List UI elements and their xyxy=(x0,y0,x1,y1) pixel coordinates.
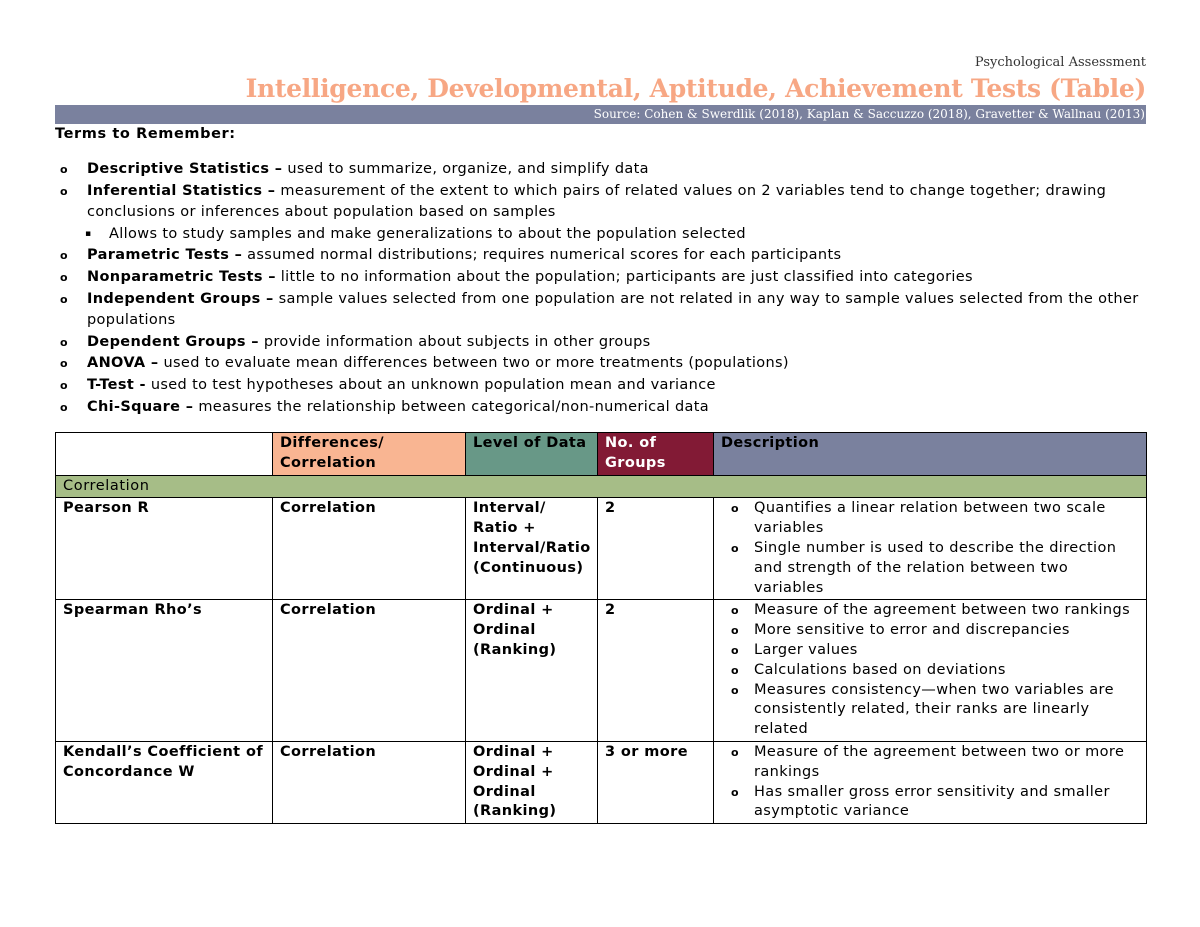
term-name: Parametric Tests – xyxy=(87,247,243,264)
term-definition: used to summarize, organize, and simplify data xyxy=(282,161,649,177)
tests-table xyxy=(55,432,1147,824)
circle-bullet-icon: o xyxy=(60,249,68,263)
circle-bullet-icon: o xyxy=(731,604,739,618)
circle-bullet-icon: o xyxy=(60,400,68,414)
header-level-of-data: Level of Data xyxy=(466,433,598,476)
header-test-name xyxy=(56,433,273,476)
table-header-row xyxy=(56,433,1147,476)
description-text: More sensitive to error and discrepancies xyxy=(754,622,1070,639)
term-definition: used to test hypotheses about an unknown population mean and variance xyxy=(145,376,716,393)
circle-bullet-icon: o xyxy=(731,663,739,677)
test-name-cell: Spearman Rho’s xyxy=(56,600,273,742)
term-name: Descriptive Statistics – xyxy=(87,161,283,177)
term-item xyxy=(58,159,1148,181)
description-item xyxy=(721,661,1139,681)
term-definition: measurement of the extent to which pairs of related values on 2 variables tend to change together; drawing conclusions or inferences about population based on samples xyxy=(87,182,1107,221)
term-item xyxy=(58,267,1148,289)
type-cell: Correlation xyxy=(273,600,466,742)
level-cell: Interval/ Ratio + Interval/Ratio (Continuous) xyxy=(466,498,598,600)
term-definition: provide information about subjects in other groups xyxy=(258,333,651,350)
term-subitem-text: Allows to study samples and make generalizations to about the population selected xyxy=(109,225,746,242)
circle-bullet-icon: o xyxy=(60,270,68,284)
circle-bullet-icon: o xyxy=(731,643,739,657)
table-row xyxy=(56,741,1147,823)
description-item xyxy=(721,681,1139,740)
term-name: Independent Groups – xyxy=(87,290,274,307)
circle-bullet-icon: o xyxy=(60,357,68,371)
circle-bullet-icon: o xyxy=(60,163,68,176)
section-row xyxy=(56,475,1147,498)
groups-cell: 2 xyxy=(598,498,714,600)
term-item xyxy=(58,332,1148,354)
term-name: Dependent Groups – xyxy=(87,333,259,350)
description-text: Larger values xyxy=(754,641,858,658)
description-item xyxy=(721,539,1139,598)
description-text: Measures consistency—when two variables are consistently related, their ranks are linearly related xyxy=(754,681,1114,738)
term-name: Inferential Statistics – xyxy=(87,182,276,199)
term-item xyxy=(58,181,1148,224)
circle-bullet-icon: o xyxy=(731,785,739,799)
groups-cell: 3 or more xyxy=(598,741,714,823)
header-number-of-groups: No. of Groups xyxy=(598,433,714,476)
description-item xyxy=(721,743,1139,783)
type-cell: Correlation xyxy=(273,741,466,823)
term-name: T-Test - xyxy=(87,376,146,393)
level-cell: Ordinal + Ordinal + Ordinal (Ranking) xyxy=(466,741,598,823)
term-item xyxy=(58,289,1148,332)
description-cell xyxy=(714,741,1147,823)
circle-bullet-icon: o xyxy=(731,624,739,638)
document-title: Intelligence, Developmental, Aptitude, Achievement Tests (Table) xyxy=(245,74,1146,103)
term-definition: measures the relationship between categorical/non-numerical data xyxy=(193,398,710,415)
description-text: Has smaller gross error sensitivity and smaller asymptotic variance xyxy=(754,783,1110,820)
description-item xyxy=(721,499,1139,539)
term-item xyxy=(58,397,1148,419)
term-subitem xyxy=(58,224,1148,246)
groups-cell: 2 xyxy=(598,600,714,742)
description-text: Single number is used to describe the direction and strength of the relation between two variables xyxy=(754,539,1117,596)
description-item xyxy=(721,641,1139,661)
description-cell xyxy=(714,498,1147,600)
circle-bullet-icon: o xyxy=(60,335,68,349)
term-definition: little to no information about the population; participants are just classified into categories xyxy=(275,268,973,285)
circle-bullet-icon: o xyxy=(731,541,739,555)
term-item xyxy=(58,353,1148,375)
terms-list xyxy=(58,159,1148,418)
description-item xyxy=(721,783,1139,823)
table-row xyxy=(56,600,1147,742)
square-bullet-icon: ▪ xyxy=(85,228,92,239)
description-item xyxy=(721,601,1139,621)
test-name-cell: Pearson R xyxy=(56,498,273,600)
description-text: Quantifies a linear relation between two scale variables xyxy=(754,500,1106,537)
circle-bullet-icon: o xyxy=(60,378,68,392)
term-definition: used to evaluate mean differences between two or more treatments (populations) xyxy=(158,355,789,372)
header-differences-correlation: Differences/ Correlation xyxy=(273,433,466,476)
header-description: Description xyxy=(714,433,1147,476)
circle-bullet-icon: o xyxy=(60,292,68,306)
terms-heading: Terms to Remember: xyxy=(55,126,236,142)
description-cell xyxy=(714,600,1147,742)
circle-bullet-icon: o xyxy=(731,502,739,516)
type-cell: Correlation xyxy=(273,498,466,600)
source-citation: Source: Cohen & Swerdlik (2018), Kaplan & Saccuzzo (2018), Gravetter & Wallnau (2013) xyxy=(55,105,1146,124)
table-row xyxy=(56,498,1147,600)
level-cell: Ordinal + Ordinal (Ranking) xyxy=(466,600,598,742)
circle-bullet-icon: o xyxy=(731,683,739,697)
description-text: Measure of the agreement between two or more rankings xyxy=(754,743,1125,780)
term-item xyxy=(58,245,1148,267)
description-item xyxy=(721,621,1139,641)
term-name: Chi-Square – xyxy=(87,398,194,415)
test-name-cell: Kendall’s Coefficient of Concordance W xyxy=(56,741,273,823)
term-name: ANOVA – xyxy=(87,355,159,372)
term-definition: sample values selected from one population are not related in any way to sample values selected from the other populations xyxy=(87,290,1139,329)
term-name: Nonparametric Tests – xyxy=(87,268,276,285)
section-label: Correlation xyxy=(56,475,1147,498)
term-definition: assumed normal distributions; requires numerical scores for each participants xyxy=(242,247,842,264)
description-text: Calculations based on deviations xyxy=(754,661,1006,678)
circle-bullet-icon: o xyxy=(731,745,739,759)
circle-bullet-icon: o xyxy=(60,184,68,198)
description-text: Measure of the agreement between two rankings xyxy=(754,602,1131,619)
term-item xyxy=(58,375,1148,397)
subject-label: Psychological Assessment xyxy=(974,55,1146,70)
page-header xyxy=(55,54,1146,124)
